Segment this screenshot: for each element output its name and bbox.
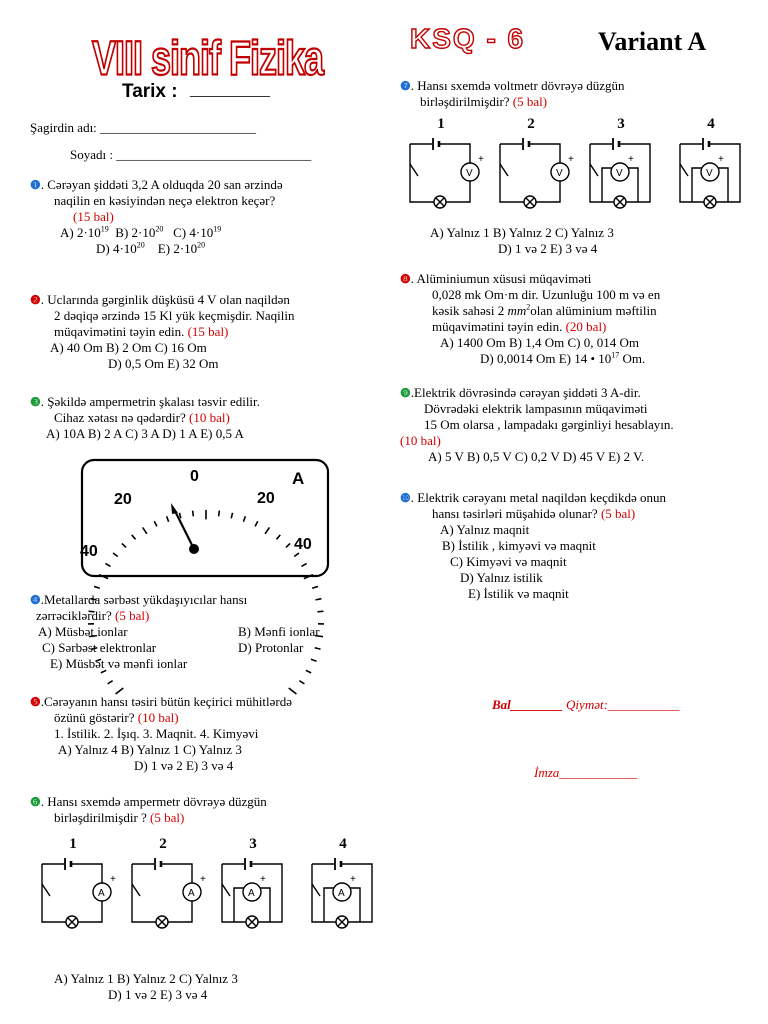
grade-blank[interactable]: ___________ <box>607 697 680 712</box>
scale-label-0: 0 <box>190 468 199 485</box>
scale-tick <box>276 535 280 539</box>
bullet-7-icon: ❼ <box>400 79 411 93</box>
bullet-8-icon: ❽ <box>400 272 411 286</box>
circuit-4 <box>674 116 748 216</box>
q7-options-row2: D) 1 və 2 E) 3 və 4 <box>498 241 598 256</box>
circuit-number: 4 <box>339 836 347 852</box>
signature-label: İmza <box>534 765 560 780</box>
circuit-2 <box>126 836 206 936</box>
q9-options: A) 5 V B) 0,5 V C) 0,2 V D) 45 V E) 2 V. <box>428 449 645 464</box>
q7-options <box>400 225 760 257</box>
date-row <box>122 81 178 103</box>
question-1 <box>30 177 370 257</box>
scale-tick <box>231 513 232 519</box>
meter-letter: A <box>248 888 255 899</box>
ammeter-scale <box>78 457 334 581</box>
q10-text-line2: hansı təsirləri müşahidə olunar? (5 bal) <box>432 506 636 521</box>
variant-label: Variant A <box>598 27 707 56</box>
q8-text-line3: kəsik sahəsi 2 $mm^2olan$ alüminium məftilin <box>432 302 657 318</box>
scale-tick <box>193 511 194 517</box>
q3-options: A) 10A B) 2 A C) 3 A D) 1 A E) 0,5 A <box>46 426 244 441</box>
q5-text-line1: .Cərəyanın hansı təsiri bütün keçirici mühitlərdə <box>40 694 293 709</box>
bullet-2-icon: ❷ <box>30 293 41 307</box>
meter-letter: A <box>188 888 195 899</box>
question-4 <box>30 592 370 672</box>
circuit-number: 2 <box>159 836 167 852</box>
q1-points: (15 bal) <box>73 209 114 224</box>
q2-text-line2: 2 dəqiqə ərzində 15 Kl yük keçmişdir. Naqilin <box>54 308 295 323</box>
question-3 <box>30 394 370 442</box>
q7-points: (5 bal) <box>512 94 548 109</box>
scale-tick <box>132 535 136 539</box>
student-name-label: Şagirdin adı: <box>30 120 97 135</box>
date-label: Tarix : <box>122 81 178 102</box>
grade-label: Qiymət: <box>566 697 608 712</box>
plus-sign: + <box>200 874 206 885</box>
circuit-number: 3 <box>249 836 257 852</box>
surname-blank[interactable]: ______________________________ <box>116 147 312 162</box>
q2-points: (15 bal) <box>187 324 229 339</box>
signature-row <box>534 765 637 781</box>
scale-tick <box>265 527 269 533</box>
bullet-4-icon: ❹ <box>30 593 41 607</box>
circuit-1 <box>36 836 116 936</box>
scale-label-left-40: 40 <box>80 543 98 560</box>
bullet-10-icon: ❿ <box>400 491 411 505</box>
q9-text-line3: 15 Om olarsa , lampadakı gərginliyi hesablayın. <box>424 417 674 432</box>
circuit-4 <box>306 836 380 936</box>
q5-options-row2: D) 1 və 2 E) 3 və 4 <box>134 758 234 773</box>
q5-text-line2: özünü göstərir? (10 bal) <box>54 710 179 725</box>
q3-points: (10 bal) <box>189 410 230 425</box>
q8-text-line4: müqavimətini təyin edin. (20 bal) <box>432 319 607 334</box>
scale-unit: A <box>292 469 305 488</box>
scale-tick <box>219 511 220 517</box>
scale-tick <box>301 563 306 566</box>
scale-tick <box>299 681 304 684</box>
student-name-row <box>30 120 256 136</box>
circuit-diagram-2 <box>126 852 206 932</box>
bullet-9-icon: ❾ <box>400 386 411 400</box>
q4-options-row1: A) Müsbət ionlar B) Mənfi ionlar <box>38 624 320 639</box>
q3-text-line2: Cihaz xətası nə qədərdir? (10 bal) <box>54 410 230 425</box>
student-name-blank[interactable]: ________________________ <box>100 120 257 135</box>
q4-points: (5 bal) <box>115 608 150 623</box>
question-7 <box>400 78 760 110</box>
q2-text-line1: . Uclarında gərginlik düşküsü 4 V olan naqildən <box>40 292 290 307</box>
circuit-diagram-3 <box>216 852 290 932</box>
q8-options-row2: D) 0,0014 Om E) 14 • $10^{17}$ Om. <box>480 350 646 366</box>
q1-options-row1: A) $2\cdot 10^{19}$ B) $2\cdot 10^{20}$ C) $4\cdot 10^{19}$ <box>60 224 222 240</box>
scale-tick <box>108 681 113 684</box>
scale-tick <box>243 516 245 521</box>
bullet-6-icon: ❻ <box>30 795 41 809</box>
ammeter-circuits <box>36 836 382 956</box>
circuit-number: 4 <box>707 116 715 132</box>
surname-label: Soyadı : <box>70 147 113 162</box>
q8-points: (20 bal) <box>565 319 607 334</box>
q10-option-b: B) İstilik , kimyəvi və maqnit <box>442 538 596 553</box>
q1-options-row2: D) $4\cdot 10^{20}$ E) $2\cdot 10^{20}$ <box>96 240 206 256</box>
meter-letter: V <box>466 168 473 179</box>
bullet-1-icon: ❶ <box>30 178 41 192</box>
scale-tick <box>143 527 147 533</box>
scale-tick <box>154 521 157 526</box>
q10-option-c: C) Kimyəvi və maqnit <box>450 554 567 569</box>
circuit-number: 1 <box>69 836 77 852</box>
voltmeter-circuits <box>404 116 754 224</box>
q6-options-row1: A) Yalnız 1 B) Yalnız 2 C) Yalnız 3 <box>54 971 238 986</box>
scale-tick <box>312 586 318 588</box>
q5-options-row1: A) Yalnız 4 B) Yalnız 1 C) Yalnız 3 <box>58 742 242 757</box>
scale-tick <box>94 586 100 588</box>
q3-text-line1: . Şəkildə ampermetrin şkalası təsvir edilir. <box>40 394 260 409</box>
q5-points: (10 bal) <box>137 710 179 725</box>
meter-letter: V <box>706 168 713 179</box>
meter-letter: V <box>556 168 563 179</box>
meter-letter: V <box>616 168 623 179</box>
plus-sign: + <box>478 154 484 165</box>
q6-options-row2: D) 1 və 2 E) 3 və 4 <box>108 987 208 1002</box>
q10-text-line1: . Elektrik cərəyanı metal naqildən keçdikdə onun <box>410 490 666 505</box>
circuit-diagram-3 <box>584 132 658 212</box>
q6-points: (5 bal) <box>150 810 185 825</box>
question-8 <box>400 271 760 367</box>
plus-sign: + <box>628 154 634 165</box>
score-row <box>492 697 679 713</box>
q1-text-line1: . Cərəyan şiddəti 3,2 A olduqda 20 san ərzində <box>40 177 283 192</box>
plus-sign: + <box>568 154 574 165</box>
circuit-3 <box>584 116 658 216</box>
plus-sign: + <box>260 874 266 885</box>
scale-label-right-40: 40 <box>294 536 312 553</box>
q4-text-line2: zərrəciklərdir? (5 bal) <box>36 608 150 623</box>
needle-tip <box>171 503 178 514</box>
bullet-5-icon: ❺ <box>30 695 41 709</box>
q4-text-line1: .Metallarda sərbəst yükdaşıyıcılar hansı <box>40 592 248 607</box>
scale-tick <box>255 521 258 526</box>
scale-needle <box>174 509 194 549</box>
q8-text-line1: . Alüminiumun xüsusi müqaviməti <box>410 271 592 286</box>
circuit-diagram-1 <box>404 132 484 212</box>
scale-tick <box>105 563 110 566</box>
scale-tick <box>113 553 118 557</box>
q9-points: (10 bal) <box>400 433 441 448</box>
question-10 <box>400 490 762 602</box>
page-title: VIII sinif Fizika <box>92 29 324 86</box>
scale-label-left-20: 20 <box>114 491 132 508</box>
meter-letter: A <box>98 888 105 899</box>
q1-text-line2: naqilin en kəsiyindən neçə elektron keçər? <box>54 193 276 208</box>
needle-pivot <box>189 544 199 554</box>
q10-points: (5 bal) <box>600 506 636 521</box>
q2-text-line3: müqavimətini təyin edin. (15 bal) <box>54 324 229 339</box>
question-9 <box>400 385 762 465</box>
q9-text-line1: .Elektrik dövrəsində cərəyan şiddəti 3 A-dir. <box>410 385 641 400</box>
question-6 <box>30 794 370 826</box>
circuit-3 <box>216 836 290 936</box>
q6-options <box>30 971 370 1003</box>
q4-option-e: E) Müsbət və mənfi ionlar <box>50 656 188 671</box>
circuit-diagram-1 <box>36 852 116 932</box>
q10-option-a: A) Yalnız maqnit <box>440 522 530 537</box>
circuit-diagram-4 <box>674 132 748 212</box>
circuit-number: 1 <box>437 116 445 132</box>
q7-text-line1: . Hansı sxemdə voltmetr dövrəyə düzgün <box>410 78 625 93</box>
q5-list: 1. İstilik. 2. İşıq. 3. Maqnit. 4. Kimyəvi <box>54 726 259 741</box>
q7-text-line2: birləşdirilmişdir? (5 bal) <box>420 94 548 109</box>
plus-sign: + <box>718 154 724 165</box>
score-label: Bal <box>492 697 511 712</box>
circuit-1 <box>404 116 484 216</box>
q7-options-row1: A) Yalnız 1 B) Yalnız 2 C) Yalnız 3 <box>430 225 614 240</box>
q9-text-line2: Dövrədəki elektrik lampasının müqaviməti <box>424 401 648 416</box>
scale-label-right-20: 20 <box>257 490 275 507</box>
circuit-diagram-4 <box>306 852 380 932</box>
test-code: KSQ - 6 <box>410 23 526 54</box>
q10-option-d: D) Yalnız istilik <box>460 570 543 585</box>
scale-tick <box>167 516 169 521</box>
question-5 <box>30 694 370 774</box>
bullet-3-icon: ❸ <box>30 395 41 409</box>
q6-text-line2: birləşdirilmişdir ? (5 bal) <box>54 810 185 825</box>
circuit-diagram-2 <box>494 132 574 212</box>
plus-sign: + <box>350 874 356 885</box>
q6-text-line1: . Hansı sxemdə ampermetr dövrəyə düzgün <box>40 794 267 809</box>
circuit-number: 3 <box>617 116 625 132</box>
q10-option-e: E) İstilik və maqnit <box>468 586 569 601</box>
q8-text-line2: 0,028 mk Om·m dir. Uzunluğu 100 m və en <box>432 287 661 302</box>
question-2 <box>30 292 370 372</box>
scale-tick <box>294 553 299 557</box>
q4-options-row2: C) Sərbəst elektronlar D) Protonlar <box>42 640 304 655</box>
scale-tick <box>179 513 180 519</box>
date-blank[interactable]: __________ <box>190 82 270 99</box>
scale-tick <box>122 543 126 547</box>
circuit-number: 2 <box>527 116 535 132</box>
surname-row <box>70 147 311 163</box>
q2-options-row1: A) 40 Om B) 2 Om C) 16 Om <box>50 340 207 355</box>
scale-tick <box>286 543 290 547</box>
q2-options-row2: D) 0,5 Om E) 32 Om <box>108 356 219 371</box>
plus-sign: + <box>110 874 116 885</box>
meter-letter: A <box>338 888 345 899</box>
circuit-2 <box>494 116 574 216</box>
q8-options-row1: A) 1400 Om B) 1,4 Om C) 0, 014 Om <box>440 335 639 350</box>
signature-blank[interactable]: ____________ <box>559 765 638 780</box>
score-blank[interactable]: ________ <box>510 697 563 712</box>
